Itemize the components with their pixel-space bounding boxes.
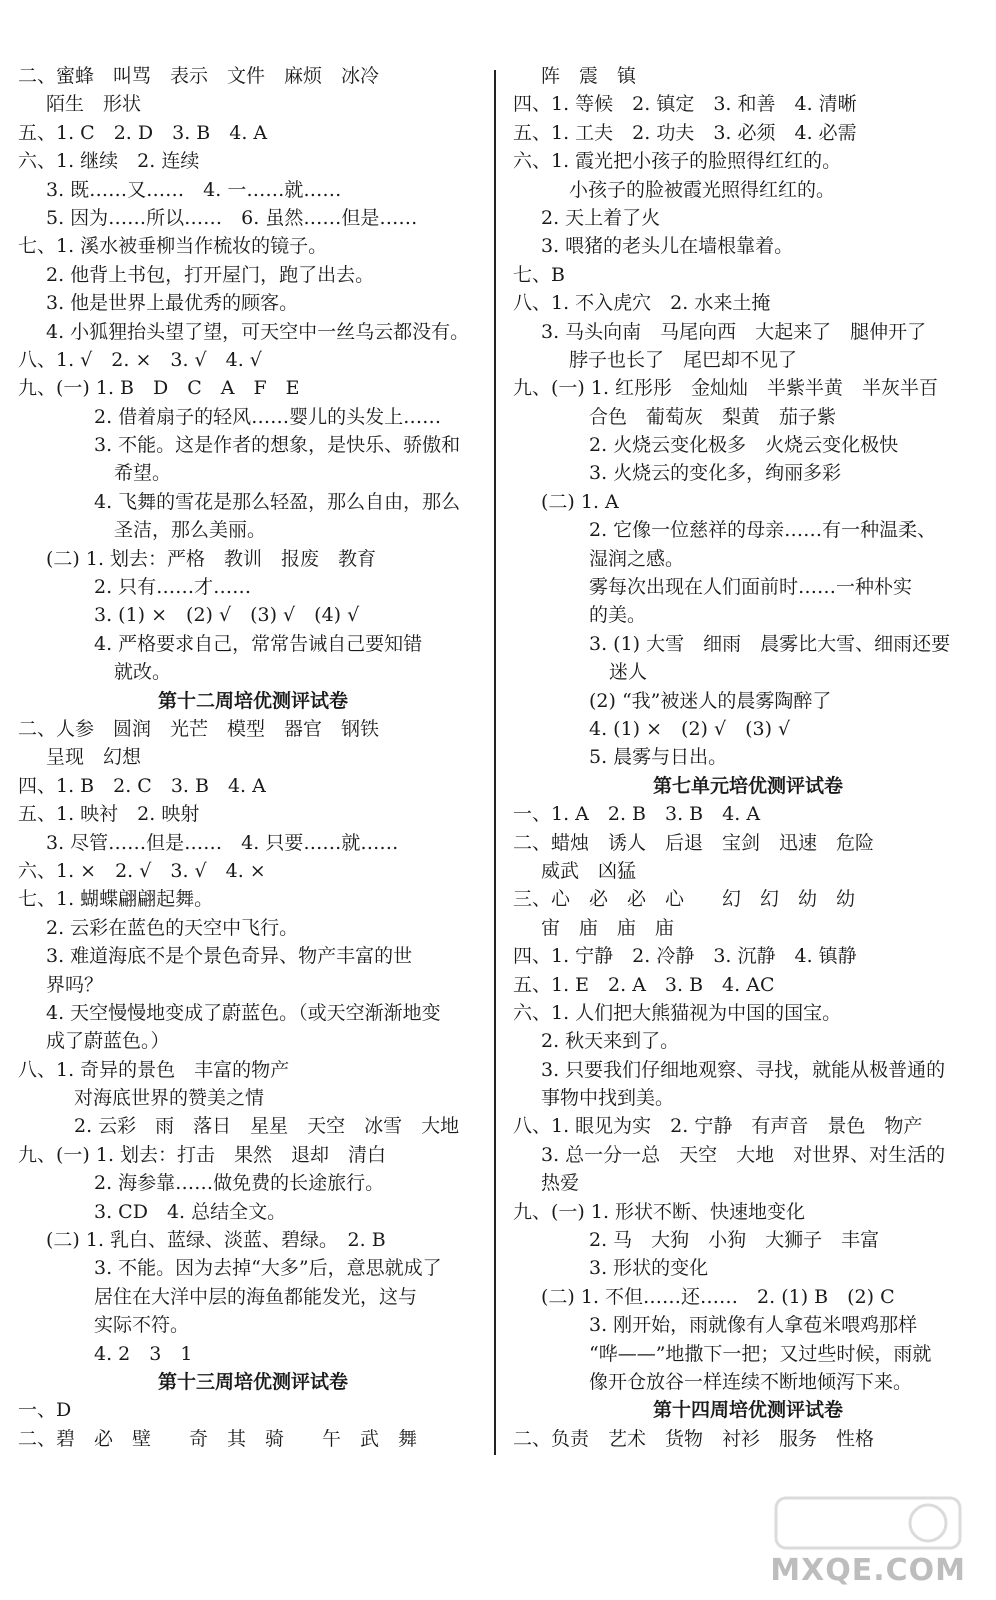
left-answer-line: 一、D	[18, 1399, 72, 1422]
left-answer-line: 九、(一) 1. 划去：打击 果然 退却 清白	[18, 1143, 387, 1166]
answer-column-right	[513, 62, 983, 1453]
right-answer-line: 像开仓放谷一样连续不断地倾泻下来。	[589, 1370, 913, 1393]
right-answer-line: 脖子也长了 尾巴却不见了	[569, 348, 798, 371]
right-answer-line: 的美。	[589, 604, 647, 627]
right-answer-line: 九、(一) 1. 红彤彤 金灿灿 半紫半黄 半灰半百	[513, 377, 939, 400]
left-answer-line: 希望。	[114, 462, 172, 485]
right-answer-line: “哗——”地撒下一把；又过些时候，雨就	[589, 1342, 932, 1365]
right-answer-line: 六、1. 霞光把小孩子的脸照得红红的。	[513, 150, 842, 173]
left-answer-line: 五、1. 映衬 2. 映射	[18, 803, 200, 826]
left-answer-line: 4. 飞舞的雪花是那么轻盈，那么自由，那么	[94, 490, 461, 513]
right-answer-line: 雾每次出现在人们面前时……一种朴实	[589, 576, 913, 599]
answer-column-left	[18, 62, 488, 1453]
left-answer-line: 二、碧 必 壁 奇 其 骑 午 武 舞	[18, 1427, 418, 1450]
right-answer-line: 3. 刚开始，雨就像有人拿苞米喂鸡那样	[589, 1314, 918, 1337]
right-answer-line: 五、1. 工夫 2. 功夫 3. 必须 4. 必需	[513, 121, 857, 144]
right-answer-line: 3. 马头向南 马尾向西 大起来了 腿伸开了	[541, 320, 927, 343]
right-answer-line: 3. 火烧云的变化多，绚丽多彩	[589, 462, 842, 485]
right-answer-line: 五、1. E 2. A 3. B 4. AC	[513, 973, 775, 996]
left-answer-line: 4. 严格要求自己，常常告诫自己要知错	[94, 632, 423, 655]
left-answer-line: 成了蔚蓝色。）	[46, 1030, 170, 1053]
right-answer-line: 六、1. 人们把大熊猫视为中国的国宝。	[513, 1001, 842, 1024]
left-answer-line: 界吗？	[46, 973, 104, 996]
right-answer-line: 3. (1) 大雪 细雨 晨雾比大雪、细雨还要	[589, 632, 951, 655]
right-answer-line: 二、蜡烛 诱人 后退 宝剑 迅速 危险	[513, 831, 875, 854]
right-answer-line: 九、(一) 1. 形状不断、快速地变化	[513, 1200, 806, 1223]
left-answer-line: 2. 海参靠……做免费的长途旅行。	[94, 1172, 385, 1195]
left-answer-line: 八、1. √ 2. × 3. √ 4. √	[18, 348, 262, 371]
right-answer-line: (2) “我”被迷人的晨雾陶醉了	[589, 689, 832, 712]
left-answer-line: 3. 难道海底不是个景色奇异、物产丰富的世	[46, 945, 413, 968]
left-answer-line: 2. 他背上书包，打开屋门，跑了出去。	[46, 263, 375, 286]
left-answer-line: 就改。	[114, 661, 172, 684]
left-answer-line: 对海底世界的赞美之情	[74, 1087, 265, 1110]
right-answer-line: 七、B	[513, 263, 565, 286]
left-answer-line: 二、人参 圆润 光芒 模型 器官 钢铁	[18, 717, 380, 740]
right-answer-line: 合色 葡萄灰 梨黄 茄子紫	[589, 405, 837, 428]
right-answer-line: 3. 只要我们仔细地观察、寻找，就能从极普通的	[541, 1058, 946, 1081]
left-answer-line: (二) 1. 乳白、蓝绿、淡蓝、碧绿。 2. B	[46, 1229, 386, 1252]
left-answer-line: 3. 不能。因为去掉“大多”后，意思就成了	[94, 1257, 442, 1280]
right-answer-line: 八、1. 不入虎穴 2. 水来土掩	[513, 292, 771, 315]
right-answer-line: 4. (1) × (2) √ (3) √	[589, 717, 791, 740]
left-answer-line: 九、(一) 1. B D C A F E	[18, 377, 300, 400]
section-heading: 第十三周培优测评试卷	[157, 1370, 348, 1393]
left-answer-line: 四、1. B 2. C 3. B 4. A	[18, 774, 266, 797]
right-answer-line: (二) 1. 不但……还…… 2. (1) B (2) C	[541, 1285, 895, 1308]
left-answer-line: 5. 因为……所以…… 6. 虽然……但是……	[46, 206, 418, 229]
right-answer-line: 迷人	[609, 661, 648, 684]
right-answer-line: 5. 晨雾与日出。	[589, 746, 728, 769]
right-answer-line: 三、心 必 必 心 幻 幻 幼 幼	[513, 888, 856, 911]
left-answer-line: 六、1. 继续 2. 连续	[18, 150, 200, 173]
left-answer-line: 二、蜜蜂 叫骂 表示 文件 麻烦 冰冷	[18, 65, 380, 87]
left-answer-line: 3. 不能。这是作者的想象，是快乐、骄傲和	[94, 434, 461, 457]
right-answer-line: 事物中找到美。	[541, 1087, 675, 1110]
left-answer-line: 呈现 幻想	[46, 746, 142, 769]
right-answer-line: 2. 马 大狗 小狗 大狮子 丰富	[589, 1229, 880, 1252]
right-answer-line: 阵 震 镇	[541, 65, 637, 87]
right-answer-line: 四、1. 等候 2. 镇定 3. 和善 4. 清晰	[513, 93, 857, 116]
left-answer-line: 3. 尽管……但是…… 4. 只要……就……	[46, 831, 399, 854]
right-answer-line: 3. 喂猪的老头儿在墙根靠着。	[541, 235, 794, 258]
right-answer-line: (二) 1. A	[541, 490, 619, 513]
left-answer-line: 2. 云彩 雨 落日 星星 天空 冰雪 大地	[74, 1115, 460, 1138]
section-heading: 第七单元培优测评试卷	[652, 774, 843, 797]
left-answer-line: 七、1. 蝴蝶翩翩起舞。	[18, 888, 214, 911]
left-answer-line: 3. 既……又…… 4. 一……就……	[46, 178, 342, 201]
right-answer-line: 一、1. A 2. B 3. B 4. A	[513, 803, 761, 826]
left-answer-line: 居住在大洋中层的海鱼都能发光，这与	[94, 1285, 418, 1308]
right-answer-line: 宙 庙 庙 庙	[541, 916, 675, 939]
right-answer-line: 湿润之感。	[589, 547, 685, 570]
section-heading: 第十四周培优测评试卷	[652, 1399, 843, 1422]
left-answer-line: 3. 他是世界上最优秀的顾客。	[46, 292, 299, 315]
section-heading: 第十二周培优测评试卷	[157, 689, 348, 712]
right-answer-line: 小孩子的脸被霞光照得红红的。	[569, 178, 836, 201]
right-answer-line: 3. 总一分一总 天空 大地 对世界、对生活的	[541, 1143, 946, 1166]
left-answer-line: 4. 小狐狸抬头望了望，可天空中一丝乌云都没有。	[46, 320, 470, 343]
right-answer-line: 2. 秋天来到了。	[541, 1030, 680, 1053]
right-answer-line: 热爱	[541, 1172, 580, 1195]
left-answer-line: 陌生 形状	[46, 93, 142, 116]
left-answer-line: 2. 云彩在蓝色的天空中飞行。	[46, 916, 299, 939]
right-answer-line: 四、1. 宁静 2. 冷静 3. 沉静 4. 镇静	[513, 945, 857, 968]
left-answer-line: 3. CD 4. 总结全文。	[94, 1200, 287, 1223]
right-answer-line: 八、1. 眼见为实 2. 宁静 有声音 景色 物产	[513, 1115, 923, 1138]
left-answer-line: 4. 天空慢慢地变成了蔚蓝色。（或天空渐渐地变	[46, 1001, 441, 1024]
left-answer-line: 2. 借着扇子的轻风……婴儿的头发上……	[94, 405, 442, 428]
right-answer-line: 2. 火烧云变化极多 火烧云变化极快	[589, 434, 899, 457]
right-answer-line: 2. 天上着了火	[541, 206, 661, 229]
watermark-text: MXQE.COM	[770, 1553, 966, 1588]
left-answer-line: (二) 1. 划去：严格 教训 报废 教育	[46, 547, 377, 570]
left-answer-line: 六、1. × 2. √ 3. √ 4. ×	[18, 859, 266, 882]
right-answer-line: 2. 它像一位慈祥的母亲……有一种温柔、	[589, 519, 937, 542]
left-answer-line: 八、1. 奇异的景色 丰富的物产	[18, 1058, 290, 1081]
left-answer-line: 2. 只有……才……	[94, 576, 252, 599]
left-answer-line: 4. 2 3 1	[94, 1342, 193, 1365]
left-answer-line: 3. (1) × (2) √ (3) √ (4) √	[94, 604, 360, 627]
left-answer-line: 七、1. 溪水被垂柳当作梳妆的镜子。	[18, 235, 328, 258]
right-answer-line: 威武 凶猛	[541, 859, 637, 882]
left-answer-line: 五、1. C 2. D 3. B 4. A	[18, 121, 268, 144]
right-answer-line: 3. 形状的变化	[589, 1257, 709, 1280]
left-answer-line: 实际不符。	[94, 1314, 190, 1337]
right-answer-line: 二、负责 艺术 货物 衬衫 服务 性格	[513, 1427, 875, 1450]
left-answer-line: 圣洁，那么美丽。	[114, 519, 267, 542]
column-divider	[494, 70, 496, 1455]
